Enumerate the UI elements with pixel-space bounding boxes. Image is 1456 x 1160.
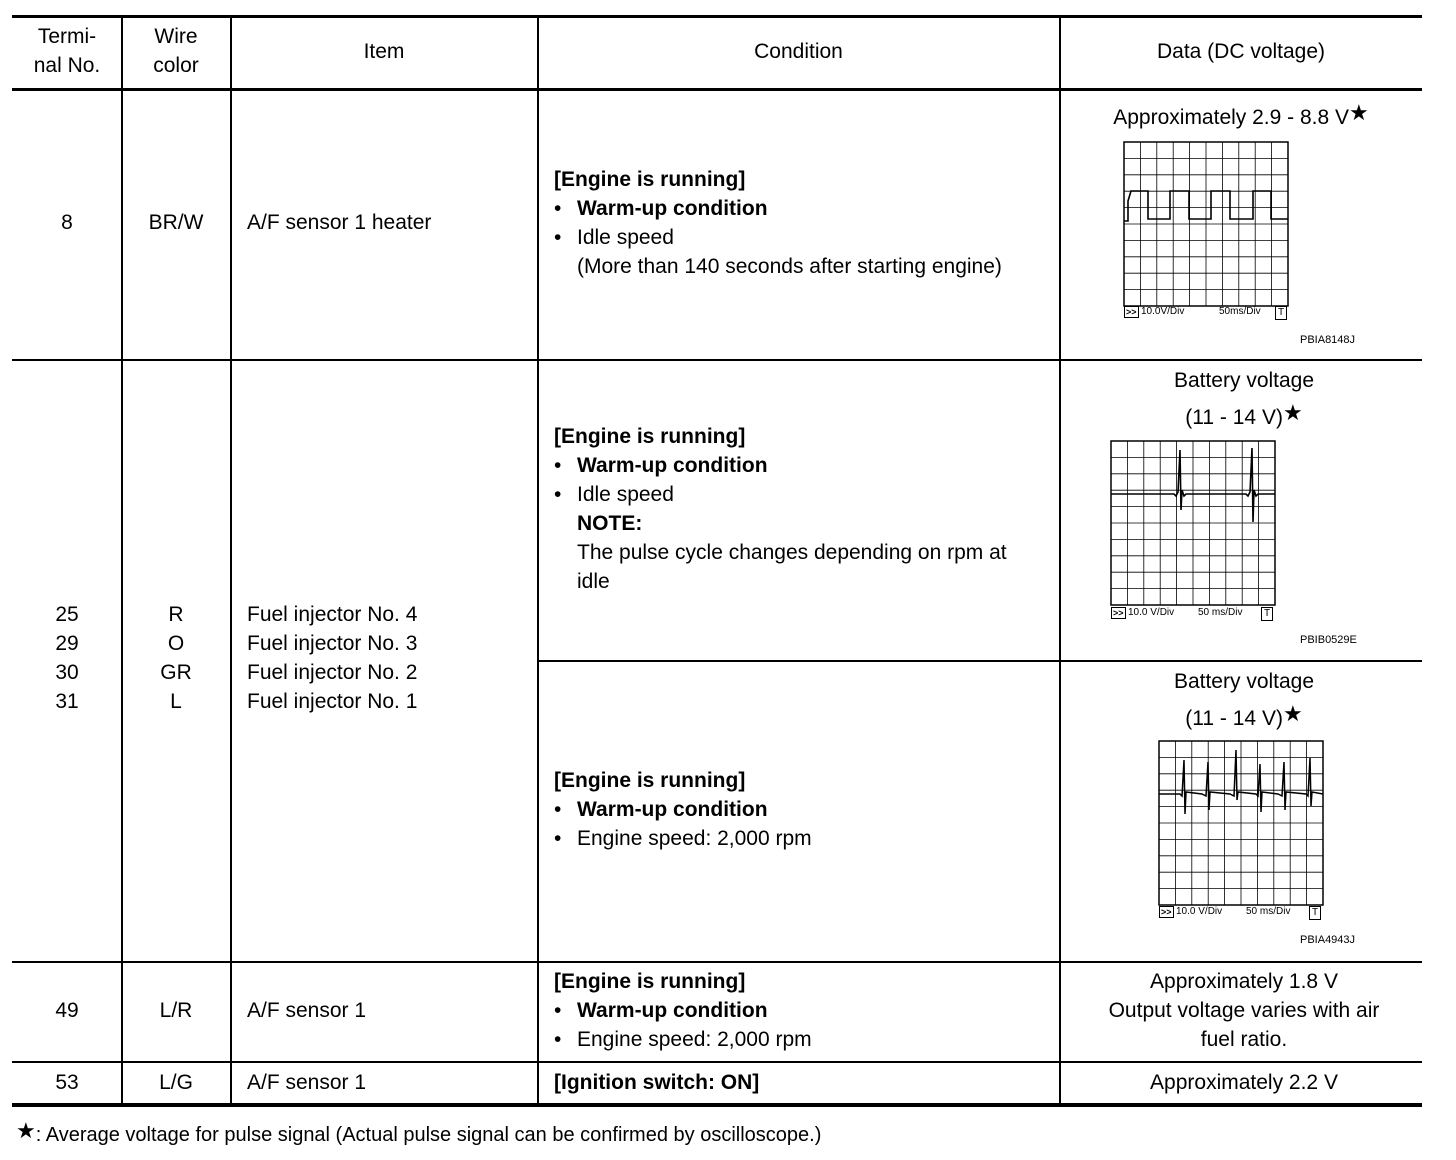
terminal-cell: 53 — [55, 1071, 79, 1094]
item-cell: A/F sensor 1 — [247, 999, 367, 1022]
column-divider — [230, 15, 232, 1106]
data-cell: Approximately 2.2 V — [1150, 1071, 1338, 1094]
terminal-cell: 8 — [61, 211, 73, 234]
header-item: Item — [363, 40, 405, 63]
figure-code: PBIA4943J — [1300, 934, 1356, 946]
bullet-icon: • — [554, 1028, 562, 1051]
bullet-icon: • — [554, 827, 562, 850]
data-cell — [1060, 967, 1428, 1054]
table-top-rule — [12, 15, 1422, 18]
terminal-cell: 25 29 30 31 — [55, 603, 79, 713]
scope-trigger: T — [1275, 306, 1287, 320]
scope-arrow-icon: >> — [1161, 907, 1172, 917]
condition-title: [Engine is running] — [554, 769, 746, 792]
terminal-cell: 49 — [55, 999, 79, 1022]
scope-arrow-icon: >> — [1126, 307, 1137, 317]
row-divider — [12, 359, 1422, 361]
condition-bullet: Engine speed: 2,000 rpm — [577, 827, 812, 850]
condition-title: [Engine is running] — [554, 425, 746, 448]
condition-bullet: Engine speed: 2,000 rpm — [577, 1028, 812, 1051]
item-cell: Fuel injector No. 4 Fuel injector No. 3 Fuel injector No. 2 Fuel injector No. 1 — [247, 603, 418, 713]
data-value: Battery voltage — [1173, 369, 1315, 392]
table-bottom-rule — [12, 1103, 1422, 1107]
condition-title: [Engine is running] — [554, 168, 746, 191]
condition-bullet: Warm-up condition — [577, 454, 768, 477]
scope-label-bar — [1159, 905, 1323, 919]
column-divider — [1059, 15, 1061, 1106]
star-icon: ★ — [16, 1118, 36, 1143]
wire-color-cell: L/G — [159, 1071, 193, 1094]
scope-volt-div: 10.0 V/Div — [1128, 607, 1175, 618]
wire-color-cell: BR/W — [148, 211, 204, 234]
condition-bullet: Warm-up condition — [577, 197, 768, 220]
bullet-icon: • — [554, 226, 562, 249]
bullet-icon: • — [554, 454, 562, 477]
scope-time-div: 50ms/Div — [1219, 306, 1261, 317]
scope-volt-div: 10.0V/Div — [1141, 306, 1185, 317]
star-icon: ★ — [1282, 400, 1303, 425]
scope-time-div: 50 ms/Div — [1198, 607, 1243, 618]
header-terminal: Termi- nal No. — [33, 25, 101, 77]
item-cell: A/F sensor 1 — [247, 1071, 367, 1094]
star-icon: ★ — [1349, 100, 1369, 125]
header-wire-color: Wire color — [153, 25, 199, 77]
header-data: Data (DC voltage) — [1156, 40, 1326, 63]
scope-trigger: T — [1309, 906, 1321, 920]
condition-bullet: Idle speed — [577, 483, 674, 506]
note-title: NOTE: — [577, 512, 643, 535]
header-condition: Condition — [754, 40, 843, 63]
condition-note: (More than 140 seconds after starting engine) — [577, 255, 1002, 278]
data-value: Battery voltage — [1173, 670, 1315, 693]
row-divider — [12, 1061, 1422, 1063]
scope-arrow-icon: >> — [1113, 608, 1124, 618]
star-icon: ★ — [1282, 701, 1303, 726]
data-value: (11 - 14 V)★ — [1185, 400, 1303, 429]
figure-code: PBIB0529E — [1300, 634, 1357, 646]
condition-bullet: Warm-up condition — [577, 798, 768, 821]
oscilloscope-waveform — [1158, 740, 1324, 906]
scope-label-bar — [1124, 305, 1288, 319]
scope-label-bar — [1111, 606, 1275, 620]
row-divider — [12, 961, 1422, 963]
subrow-divider — [538, 660, 1422, 662]
scope-volt-div: 10.0 V/Div — [1176, 906, 1223, 917]
oscilloscope-waveform — [1123, 141, 1289, 321]
condition-bullet: Idle speed — [577, 226, 674, 249]
wire-color-cell: L/R — [159, 999, 193, 1022]
column-divider — [537, 15, 539, 1106]
item-cell: A/F sensor 1 heater — [247, 211, 432, 234]
bullet-icon: • — [554, 483, 562, 506]
condition-title: [Engine is running] — [554, 970, 746, 993]
bullet-icon: • — [554, 197, 562, 220]
header-bottom-rule — [12, 88, 1422, 91]
condition-bullet: Warm-up condition — [577, 999, 768, 1022]
data-value: Approximately 1.8 V — [1150, 970, 1338, 993]
wire-color-cell: R O GR L — [160, 603, 192, 713]
note-text: The pulse cycle changes depending on rpm at — [577, 541, 1007, 564]
data-value: (11 - 14 V)★ — [1185, 701, 1303, 730]
oscilloscope-waveform — [1110, 440, 1276, 606]
note-text: idle — [577, 570, 610, 593]
bullet-icon: • — [554, 798, 562, 821]
scope-time-div: 50 ms/Div — [1246, 906, 1291, 917]
footnote: ★: Average voltage for pulse signal (Actual pulse signal can be confirmed by oscilloscope.) — [16, 1118, 822, 1146]
data-value: Output voltage varies with air — [1108, 999, 1380, 1022]
figure-code: PBIA8148J — [1300, 334, 1356, 346]
bullet-icon: • — [554, 999, 562, 1022]
data-value: fuel ratio. — [1200, 1028, 1288, 1051]
data-value: Approximately 2.9 - 8.8 V★ — [1113, 100, 1369, 129]
condition-cell: [Ignition switch: ON] — [554, 1071, 760, 1094]
column-divider — [121, 15, 123, 1106]
scope-trigger: T — [1261, 607, 1273, 621]
